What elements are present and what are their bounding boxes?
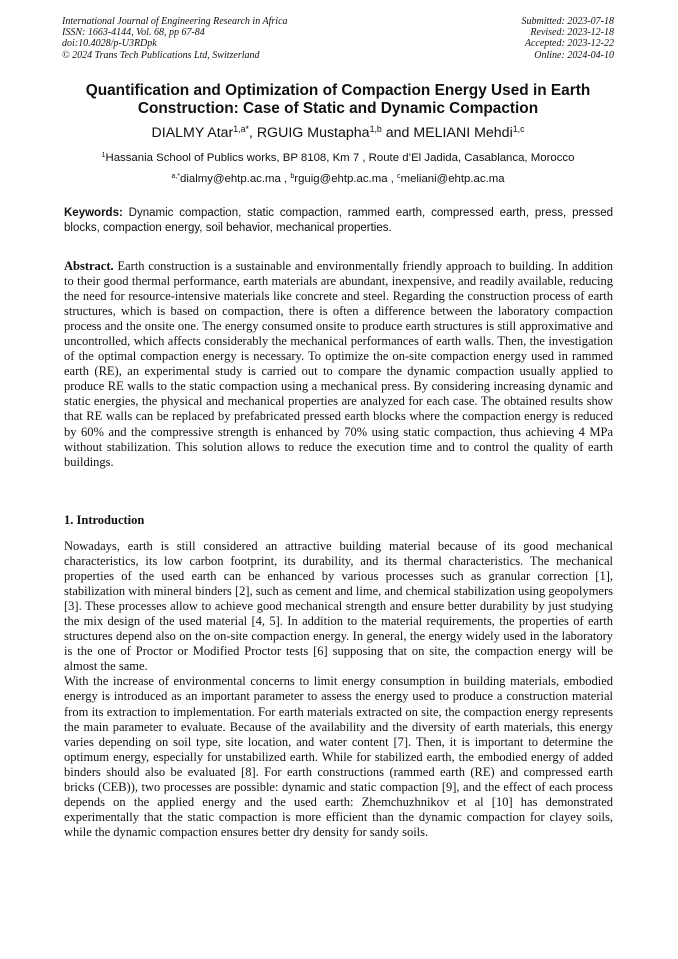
keywords-label: Keywords:	[64, 207, 123, 219]
online-date: Online: 2024-04-10	[534, 49, 614, 61]
email-mark: a,*	[171, 173, 181, 181]
email-link[interactable]: rguig@ehtp.ac.ma	[294, 173, 388, 185]
journal-info	[62, 16, 288, 61]
author-name: DIALMY Atar	[151, 125, 234, 141]
email-link[interactable]: meliani@ehtp.ac.ma	[400, 173, 505, 185]
author-affiliation-mark: 1,c	[512, 124, 525, 135]
section-heading-introduction: 1. Introduction	[64, 513, 145, 527]
doi-line: doi:10.4028/p-U3RDpk	[62, 38, 157, 50]
paper-title: Quantification and Optimization of Compaction Energy Used in Earth Construction: Case of Static and Dynamic Compaction	[85, 82, 591, 117]
author-separator: ,	[248, 125, 257, 141]
email-mark: c	[397, 173, 401, 181]
publication-dates	[522, 16, 615, 61]
submitted-date: Submitted: 2023-07-18	[521, 16, 614, 27]
abstract-text: Earth construction is a sustainable and environmentally friendly approach to building. In addition to their good thermal performance, earth materials are abundant, inexpensive, and readily available, reducing the need for resource-intensive materials like concrete and steel. Regarding the construction process of earth structures, which is based on compaction, there is often a difference between the laboratory compaction process and the onsite one. The energy consumed onsite to produce earth structures is still approximative and uncontrolled, which affects considerably the mechanical performances of earth walls. Then, the investigation of the optimal compaction energy is necessary. To optimize the on-site compaction energy used in rammed earth (RE), an experimental study is carried out to compare the dynamic compaction usually applied to produce RE walls to the static compaction using a mechanical press. By considering increasing dynamic and static energies, the physical and mechanical properties are analyzed for each case. The obtained results show that RE walls can be replaced by prefabricated pressed earth blocks where the compaction energy is reduced by 60% and the compressive strength is enhanced by 70% using static compaction, thus achieving 4 MPa without stabilization. This solution allows to reduce the execution time and to control the quality of earth buildings.	[64, 259, 613, 469]
revised-date: Revised: 2023-12-18	[530, 27, 614, 39]
keywords	[64, 206, 613, 236]
copyright-line: © 2024 Trans Tech Publications Ltd, Switzerland	[62, 49, 260, 61]
affiliation-text: Hassania School of Publics works, BP 8108, Km 7 , Route d’El Jadida, Casablanca, Morocco	[105, 152, 575, 164]
email-mark: b	[290, 173, 295, 181]
email-link[interactable]: dialmy@ehtp.ac.ma	[180, 173, 281, 185]
email-separator: ,	[387, 173, 398, 185]
email-separator: ,	[280, 173, 291, 185]
paragraph: Nowadays, earth is still considered an attractive building material because of its good mechanical characteristics, its low carbon footprint, its durability, and its thermal characteristics. The mechanical properties of the used earth can be enhanced by various processes such as granular correction [1], stabilization with mineral binders [2], such as cement and lime, and chemical stabilization using geopolymers [3]. These processes allow to achieve good mechanical strength and ensure better durability by just studying the mix design of the used material [4, 5]. In addition to the material requirements, the properties of earth structures depend also on the on-site compaction energy. In general, the energy widely used in the laboratory is the one of Proctor or Modified Proctor tests [6] supposing that on site, the compaction energy will be almost the same.	[64, 539, 613, 674]
introduction-body	[64, 539, 613, 840]
author-name: MELIANI Mehdi	[413, 125, 513, 141]
accepted-date: Accepted: 2023-12-22	[524, 38, 614, 50]
journal-name: International Journal of Engineering Research in Africa	[62, 16, 288, 27]
abstract-label: Abstract.	[64, 259, 114, 273]
affiliation	[62, 151, 614, 165]
author-separator: and	[381, 125, 414, 141]
keywords-text: Dynamic compaction, static compaction, rammed earth, compressed earth, press, pressed blocks, compaction energy, soil behavior, mechanical properties.	[64, 207, 613, 235]
email-list	[62, 172, 614, 186]
author-name: RGUIG Mustapha	[256, 125, 370, 141]
abstract	[64, 259, 613, 470]
author-affiliation-mark: 1,a*	[233, 124, 249, 135]
issn-line: ISSN: 1663-4144, Vol. 68, pp 67-84	[62, 27, 205, 39]
paragraph: With the increase of environmental concerns to limit energy consumption in building materials, embodied energy is introduced as an important parameter to assess the energy used to produce a construction material from its extraction to implementation. For earth materials extracted on site, the compaction energy represents the main parameter to evaluate. Because of the availability and the diversity of earth materials, this energy varies depending on soil type, site location, and water content [7]. Then, it is important to determine the optimum energy, especially for unstabilized earth. While for stabilized earth, the embodied energy of added binders should also be evaluated [8]. For earth constructions (rammed earth (RE) and compressed earth bricks (CEB)), two processes are possible: dynamic and static compaction [9], and the effect of each process depends on the applied energy and the used earth: Zhemchuzhnikov et al [10] has demonstrated experimentally that the static compaction is more efficient than the dynamic compaction for clayey soils, while the dynamic compaction ensures better dry density for sandy soils.	[64, 674, 613, 839]
author-list	[62, 125, 614, 142]
author-affiliation-mark: 1,b	[369, 124, 382, 135]
affiliation-mark: 1	[101, 152, 106, 160]
